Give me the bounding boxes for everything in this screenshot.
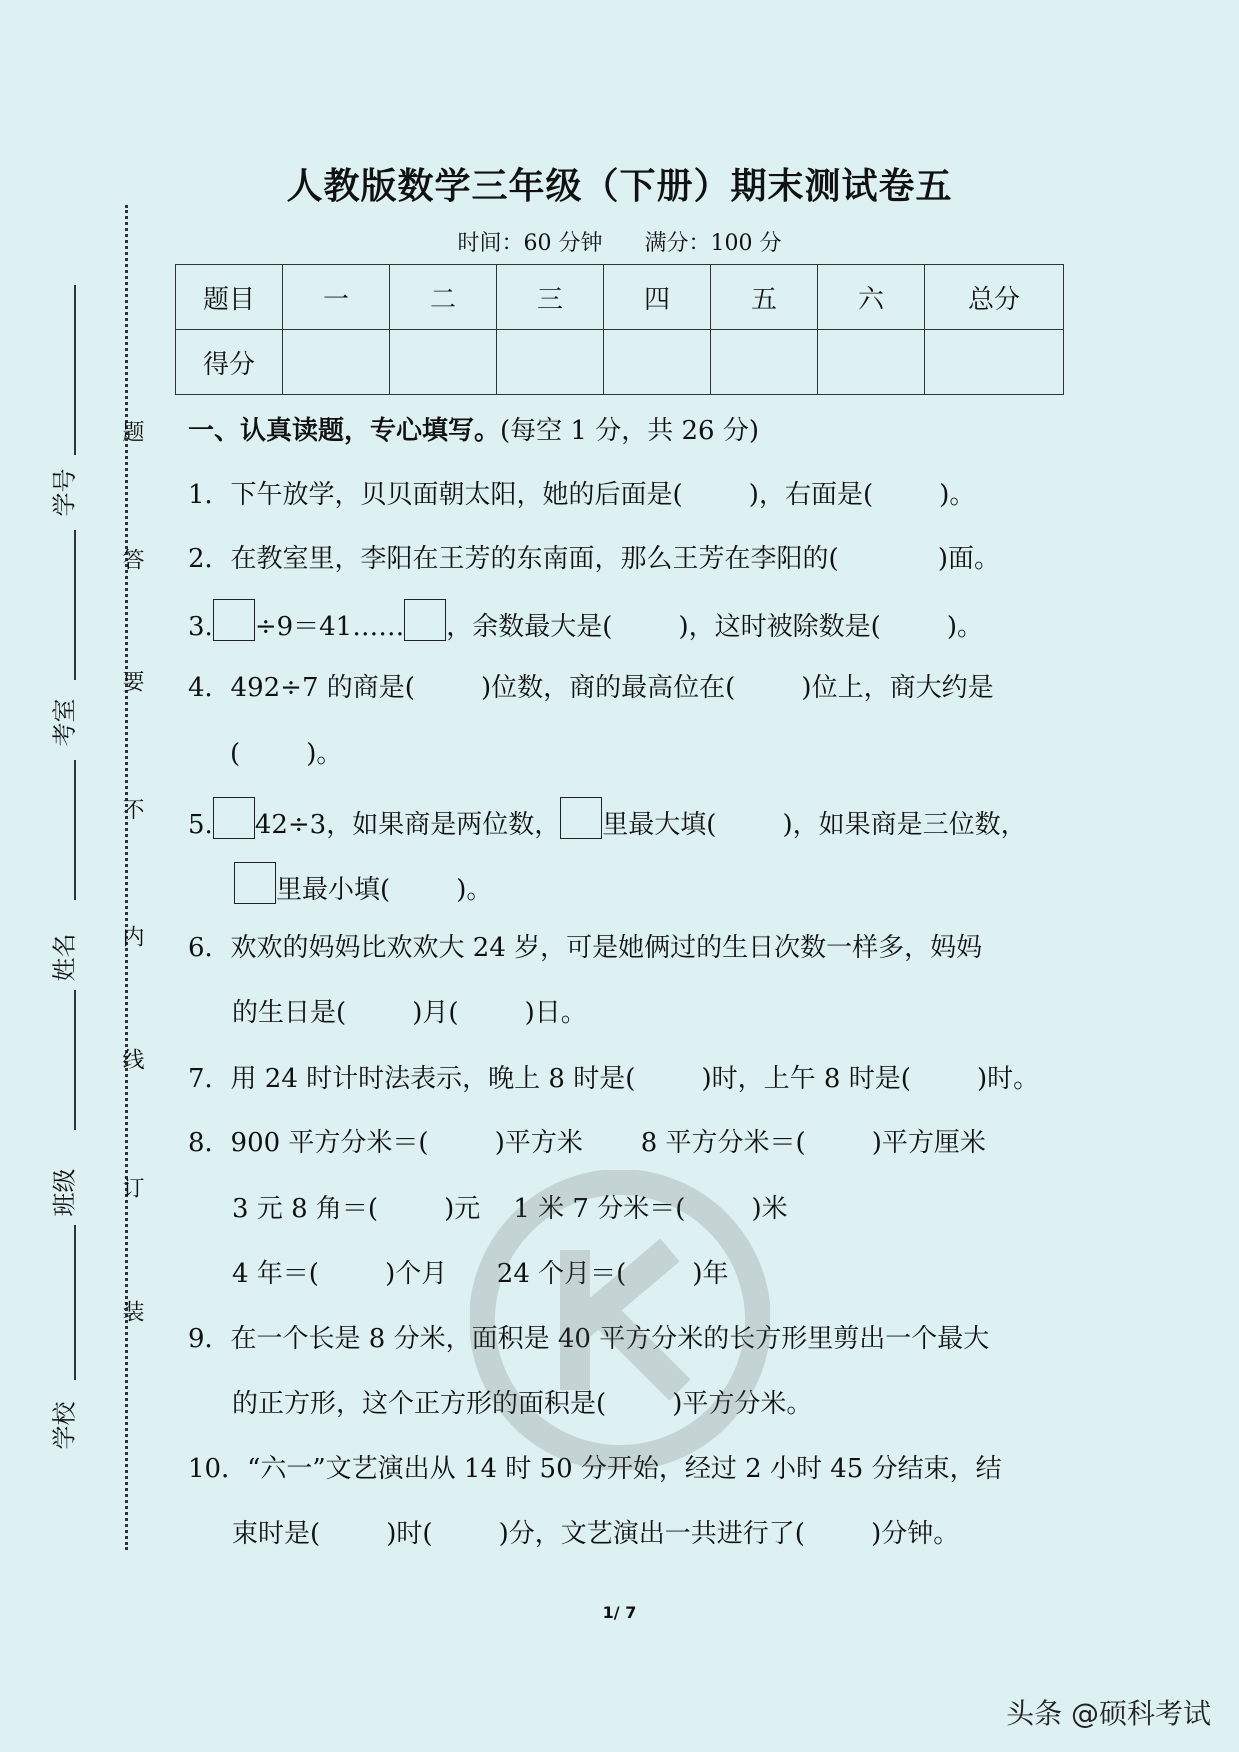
question-3 (188, 599, 983, 643)
section-heading (188, 410, 759, 447)
question-5-text: 里最大填( )，如果商是三位数， (602, 810, 1027, 840)
score-table (175, 264, 1064, 395)
source-tag: 头条 @硕科考试 (1006, 1697, 1211, 1730)
page-number: 1/ 7 (602, 1603, 637, 1622)
question-1: 1．下午放学，贝贝面朝太阳，她的后面是( )，右面是( )。 (188, 480, 976, 510)
room-label: 考室 (50, 698, 79, 747)
question-5-expr: 42÷3，如果商是两位数， (254, 810, 561, 840)
binding-dotted-line (125, 205, 128, 1550)
question-10: 10．“六一”文艺演出从 14 时 50 分开始，经过 2 小时 45 分结束，结 (188, 1454, 1002, 1484)
score-cell[interactable] (283, 330, 390, 395)
question-2: 2．在教室里，李阳在王芳的东南面，那么王芳在李阳的( )面。 (188, 544, 1001, 574)
table-cell: 题目 (176, 265, 283, 330)
question-4-cont: ( )。 (230, 739, 343, 769)
table-cell: 二 (390, 265, 497, 330)
question-3-text: ，余数最大是( )，这时被除数是( )。 (446, 612, 984, 642)
room-line (74, 530, 76, 680)
binding-word: 答 (119, 548, 144, 570)
question-3-number: 3. (188, 612, 213, 642)
score-cell[interactable] (604, 330, 711, 395)
table-cell: 四 (604, 265, 711, 330)
question-5-cont (234, 862, 492, 906)
table-cell: 三 (497, 265, 604, 330)
answer-box[interactable] (560, 797, 602, 839)
answer-box[interactable] (213, 797, 255, 839)
question-6-cont: 的生日是( )月( )日。 (232, 998, 587, 1028)
score-table-header-row (176, 265, 1064, 330)
score-cell[interactable] (711, 330, 818, 395)
question-7: 7．用 24 时计时法表示，晚上 8 时是( )时，上午 8 时是( )时。 (188, 1064, 1040, 1094)
table-cell: 五 (711, 265, 818, 330)
question-8-line-3: 4 年＝( )个月 24 个月＝( )年 (232, 1259, 729, 1289)
question-6: 6．欢欢的妈妈比欢欢大 24 岁，可是她俩过的生日次数一样多，妈妈 (188, 933, 983, 963)
section-note: (每空 1 分，共 26 分) (500, 416, 759, 446)
class-label: 班级 (50, 1168, 79, 1217)
exam-info: 时间：60 分钟 满分：100 分 (457, 231, 782, 256)
binding-word: 订 (119, 1176, 144, 1198)
score-cell[interactable] (818, 330, 925, 395)
student-id-line (74, 285, 76, 455)
question-5-tail: 里最小填( )。 (276, 875, 493, 905)
class-line (74, 990, 76, 1130)
table-cell: 一 (283, 265, 390, 330)
score-cell[interactable] (497, 330, 604, 395)
answer-box[interactable] (234, 862, 276, 904)
table-cell: 六 (818, 265, 925, 330)
binding-word: 要 (119, 670, 144, 692)
section-title: 一、认真读题，专心填写。 (188, 416, 501, 446)
binding-word: 题 (119, 420, 144, 442)
question-5 (188, 797, 1027, 841)
question-5-number: 5. (188, 810, 213, 840)
answer-box[interactable] (213, 599, 255, 641)
school-label: 学校 (50, 1401, 79, 1450)
question-8: 8．900 平方分米＝( )平方米 8 平方分米＝( )平方厘米 (188, 1128, 986, 1158)
page-title: 人教版数学三年级（下册）期末测试卷五 (286, 166, 953, 207)
question-4: 4．492÷7 的商是( )位数，商的最高位在( )位上，商大约是 (188, 673, 994, 703)
score-table-score-row (176, 330, 1064, 395)
binding-word: 线 (119, 1048, 144, 1070)
binding-word: 装 (119, 1300, 144, 1322)
name-label: 姓名 (50, 933, 79, 982)
question-9-cont: 的正方形，这个正方形的面积是( )平方分米。 (232, 1389, 813, 1419)
question-3-expr: ÷9＝41…… (254, 612, 405, 642)
question-10-cont: 束时是( )时( )分，文艺演出一共进行了( )分钟。 (232, 1519, 960, 1549)
question-9: 9．在一个长是 8 分米，面积是 40 平方分米的长方形里剪出一个最大 (188, 1324, 990, 1354)
table-cell: 得分 (176, 330, 283, 395)
binding-word: 不 (119, 798, 144, 820)
question-8-line-2: 3 元 8 角＝( )元 1 米 7 分米＝( )米 (232, 1194, 788, 1224)
answer-box[interactable] (404, 599, 446, 641)
binding-word: 内 (119, 925, 144, 947)
student-id-label: 学号 (50, 468, 79, 517)
score-cell[interactable] (390, 330, 497, 395)
table-cell: 总分 (925, 265, 1064, 330)
school-line (74, 1225, 76, 1380)
score-cell[interactable] (925, 330, 1064, 395)
name-line (74, 760, 76, 900)
watermark-logo (470, 1170, 770, 1470)
